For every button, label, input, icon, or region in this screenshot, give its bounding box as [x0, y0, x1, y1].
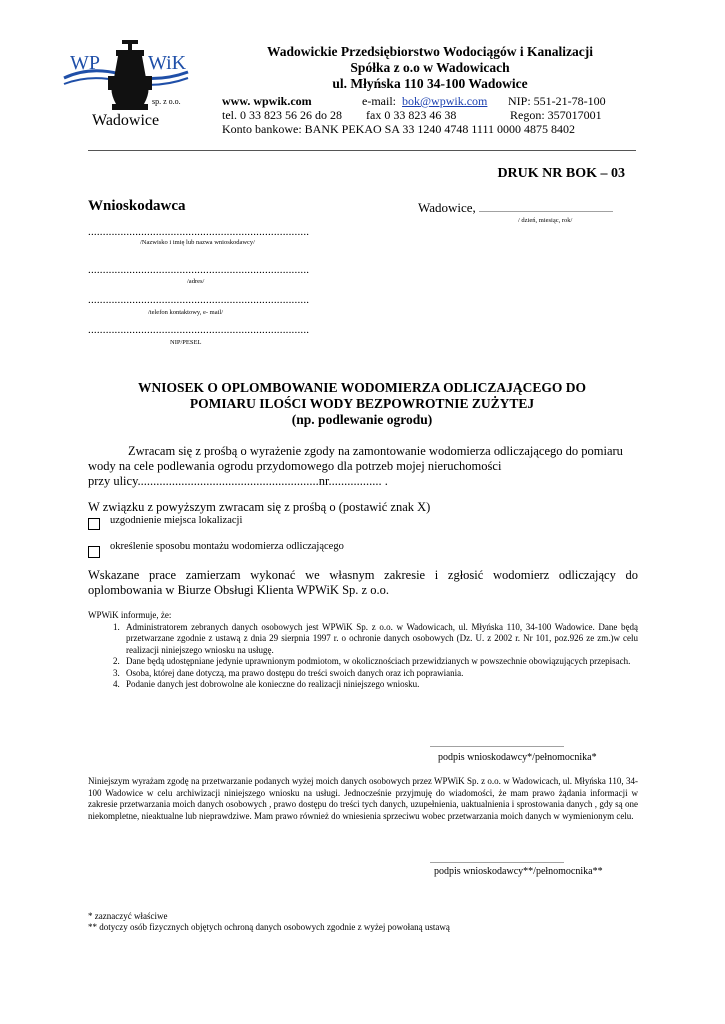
nip: NIP: 551-21-78-100	[508, 94, 606, 108]
phone: tel. 0 33 823 56 26 do 28	[222, 108, 342, 122]
consent-paragraph: Niniejszym wyrażam zgodę na przetwarzanie podanych wyżej moich danych osobowych przez WPWiK Sp. z o.o. w Wadowicach, ul. Młyńska 110, 34-100 Wadowice w celu archiwizacji niniejszego wniosku na usługi. Jednocześnie przyjmuję do wiadomości, że mam prawo żądania informacji w zakresie przetwarzania moich danych osobowych , prawo dostępu do treści tych danych, uzupełnienia, uaktualnienia i sprostowania danych , gdy są one niekompletne, nieaktualne lub nieprawdziwe. Mam prawo również do wniesienia sprzeciwu wobec przetwarzania moich danych w wymienionym celu.	[88, 776, 638, 821]
contact-row-1	[222, 94, 622, 108]
title-line-3: (np. podlewanie ogrodu)	[291, 412, 433, 427]
self-work-paragraph: Wskazane prace zamierzam wykonać we własnym zakresie i zgłosić wodomierz odliczający do oplombowania w Biurze Obsługi Klienta WPWiK Sp. z o.o.	[88, 568, 638, 597]
signature-2-field[interactable]: ...................................................................	[430, 856, 564, 865]
logo-wik: WiK	[148, 52, 187, 74]
title-line-2: POMIARU ILOŚCI WODY BEZPOWROTNIE ZUŻYTEJ	[189, 396, 535, 411]
list-item: 3. Osoba, której dane dotyczą, ma prawo dostępu do treści swoich danych oraz ich poprawiania.	[122, 668, 638, 680]
contact-row-2	[222, 108, 622, 122]
form-number: DRUK NR BOK – 03	[497, 166, 625, 181]
company-name: Wadowickie Przedsiębiorstwo Wodociągów i Kanalizacji	[267, 44, 593, 59]
date-field[interactable]: ...................................................................	[479, 205, 614, 214]
company-address: ul. Młyńska 110 34-100 Wadowice	[332, 76, 528, 91]
location-checkbox[interactable]	[88, 518, 100, 530]
place-date	[418, 200, 613, 216]
request-line-2: wody na cele podlewania ogrodu przydomowego dla potrzeb mojej nieruchomości	[88, 459, 502, 473]
street-field[interactable]: przy ulicy..........................................................nr................. .	[88, 474, 388, 488]
request-paragraph	[88, 444, 638, 489]
date-caption: / dzień, miesiąc, rok/	[518, 217, 573, 224]
logo-sub: sp. z o.o.	[152, 97, 181, 106]
mounting-checkbox[interactable]	[88, 546, 100, 558]
regon: Regon: 357017001	[510, 108, 602, 122]
mounting-option-label: określenie sposobu montażu wodomierza odliczającego	[110, 541, 344, 552]
name-caption: /Nazwisko i imię lub nazwa wnioskodawcy/	[140, 239, 255, 246]
website: www. wpwik.com	[222, 94, 312, 108]
nip-pesel-caption: NIP/PESEL	[170, 339, 202, 346]
document-title	[88, 380, 636, 428]
place-name: Wadowice,	[418, 200, 476, 215]
header-divider	[88, 150, 636, 151]
email-link[interactable]: bok@wpwik.com	[402, 94, 488, 108]
company-logo	[60, 38, 195, 133]
logo-wp: WP	[70, 52, 100, 74]
name-field[interactable]: ...........................................................................	[88, 226, 310, 238]
contact-caption: /telefon kontaktowy, e- mail/	[148, 309, 224, 316]
nip-pesel-field[interactable]: ...........................................................................	[88, 324, 310, 336]
signature-2-caption: podpis wnioskodawcy**/pełnomocnika**	[434, 866, 603, 877]
footnote-1: * zaznaczyć właściwe	[88, 911, 168, 921]
footnote-2: ** dotyczy osób fizycznych objętych ochroną danych osobowych zgodnie z wyżej powołaną ustawą	[88, 922, 450, 932]
address-caption: /adres/	[187, 278, 205, 285]
list-item: 2. Dane będą udostępniane jedynie uprawnionym podmiotom, w okolicznościach przewidzianych w powszechnie obowiązujących przepisach.	[122, 656, 638, 668]
company-header	[220, 44, 640, 92]
data-protection-section	[88, 610, 638, 691]
logo-city: Wadowice	[92, 112, 160, 129]
contact-field[interactable]: ...........................................................................	[88, 294, 310, 306]
data-protection-list	[88, 622, 638, 691]
list-item: 1. Administratorem zebranych danych osobowych jest WPWiK Sp. z o.o. w Wadowicach, ul. Młyńska 110, 34-100 Wadowice. Dane będą przetwarzane zgodnie z ustawą z dnia 29 sierpnia 1997 r. o ochronie danych osobowych (Dz. U. z 2002 r. Nr 101, poz.926 ze zm.)w celu realizacji niniejszego wniosku na usługę.	[122, 622, 638, 657]
list-item: 4. Podanie danych jest dobrowolne ale konieczne do realizacji niniejszego wniosku.	[122, 679, 638, 691]
signature-1-caption: podpis wnioskodawcy*/pełnomocnika*	[438, 752, 597, 763]
signature-1-field[interactable]: ...................................................................	[430, 740, 564, 749]
option-intro: W związku z powyższym zwracam się z prośbą o (postawić znak X)	[88, 500, 431, 514]
applicant-heading: Wnioskodawca	[88, 198, 186, 214]
email-label: e-mail:	[362, 94, 396, 108]
company-form: Spółka z o.o w Wadowicach	[350, 60, 510, 75]
address-field[interactable]: ...........................................................................	[88, 264, 310, 276]
footnotes	[88, 911, 450, 933]
data-protection-intro: WPWiK informuje, że:	[88, 610, 172, 620]
location-option-label: uzgodnienie miejsca lokalizacji	[110, 515, 243, 526]
request-line-1: Zwracam się z prośbą o wyrażenie zgody na zamontowanie wodomierza odliczającego do pomiaru	[128, 444, 623, 458]
title-line-1: WNIOSEK O OPLOMBOWANIE WODOMIERZA ODLICZAJĄCEGO DO	[138, 380, 586, 395]
fax: fax 0 33 823 46 38	[366, 108, 457, 122]
bank-account: Konto bankowe: BANK PEKAO SA 33 1240 4748 1111 0000 4875 8402	[222, 122, 575, 136]
